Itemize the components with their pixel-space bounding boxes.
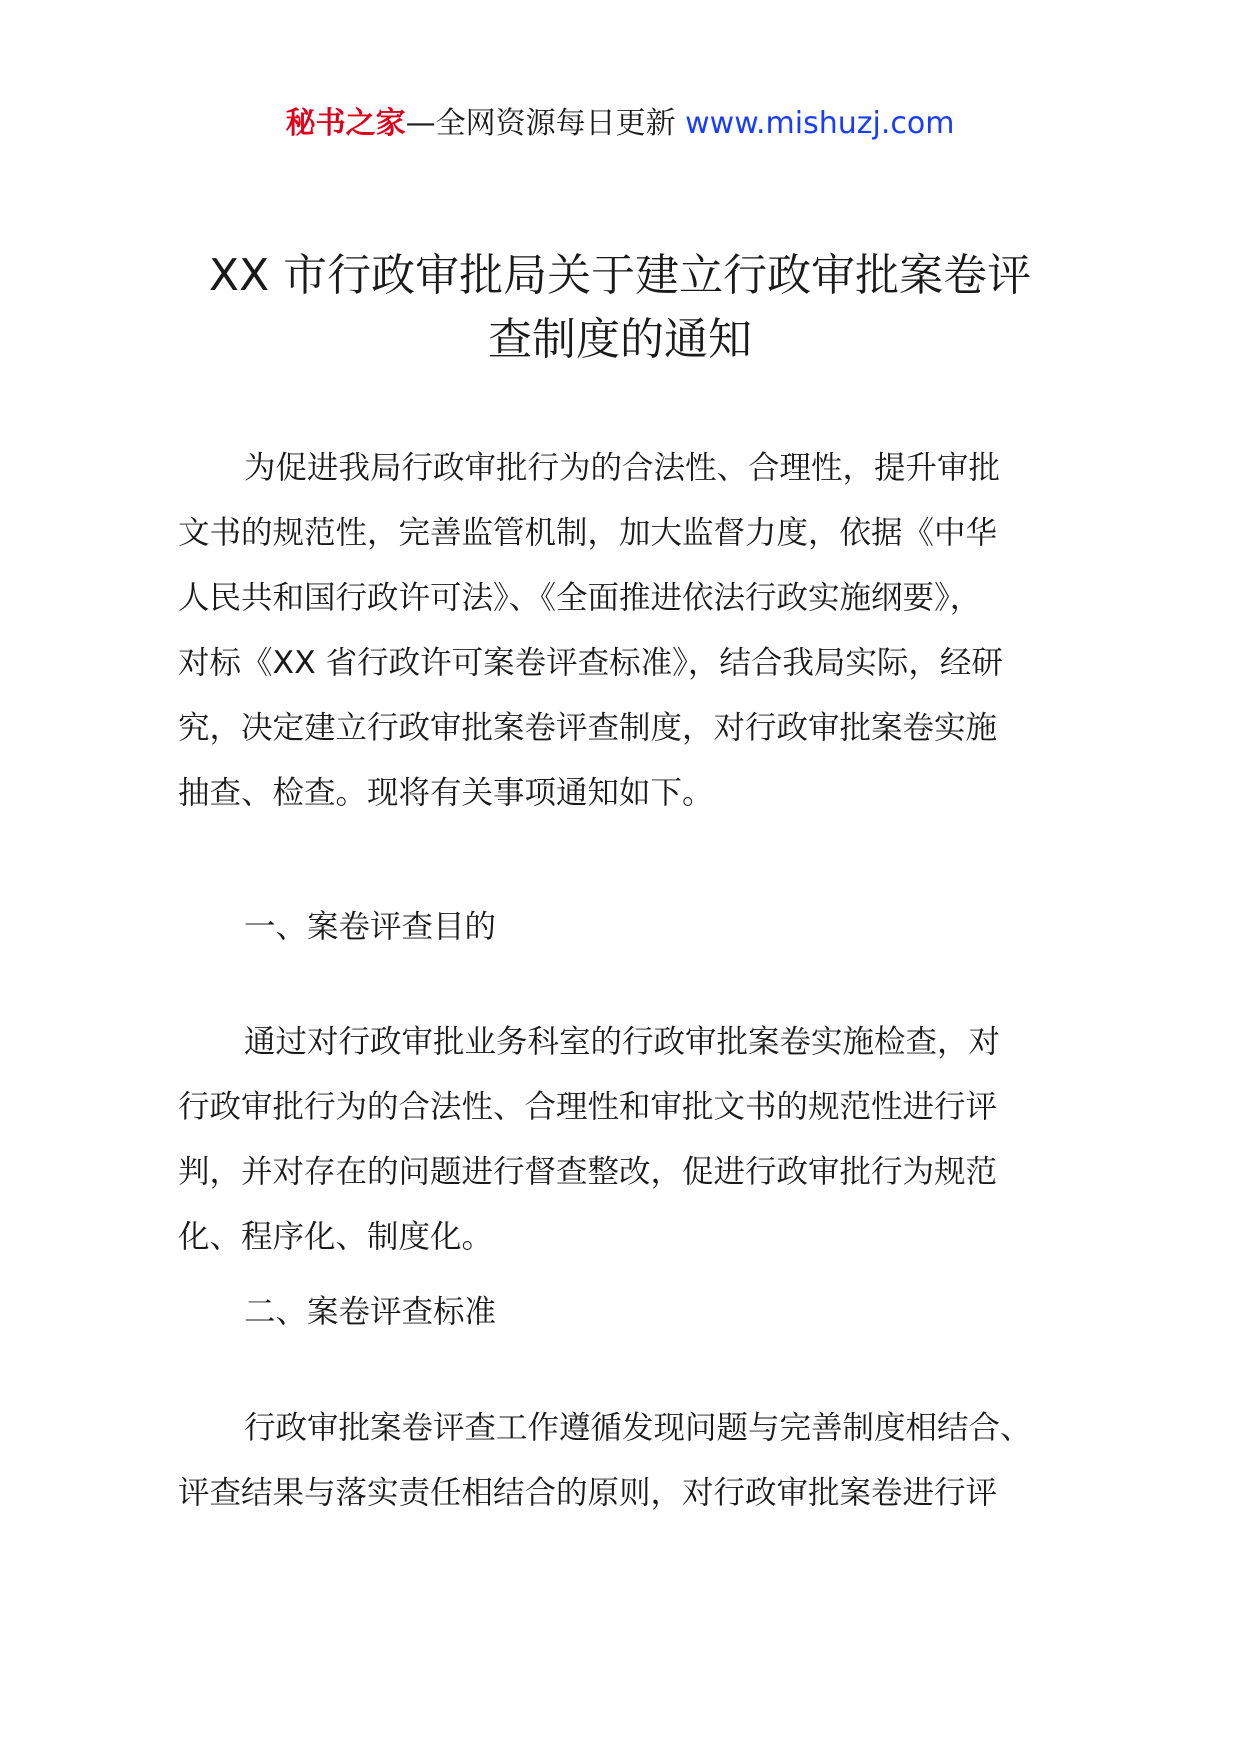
paragraph-line: 行政审批案卷评查工作遵循发现问题与完善制度相结合、 [244, 1410, 1032, 1446]
paragraph-line: 究，决定建立行政审批案卷评查制度，对行政审批案卷实施 [178, 710, 998, 746]
section-heading-2 [178, 1280, 1098, 1345]
document-title [150, 244, 1090, 372]
site-url-link[interactable]: www.mishuzj.com [685, 106, 955, 141]
paragraph-line: 抽查、检查。现将有关事项通知如下。 [178, 775, 714, 811]
paragraph-intro [178, 436, 1098, 826]
title-line-1: XX 市行政审批局关于建立行政审批案卷评 [208, 250, 1032, 301]
paragraph-line: 判，并对存在的问题进行督查整改，促进行政审批行为规范 [178, 1154, 998, 1190]
section-heading-1 [178, 895, 1098, 960]
section-heading-text: 二、案卷评查标准 [244, 1294, 497, 1330]
title-line-2: 查制度的通知 [488, 314, 752, 365]
paragraph-line: 对标《XX 省行政许可案卷评查标准》，结合我局实际，经研 [178, 645, 1003, 681]
site-tagline: —全网资源每日更新 [405, 106, 676, 141]
section-heading-text: 一、案卷评查目的 [244, 909, 497, 945]
site-brand: 秘书之家 [285, 106, 406, 141]
site-header [0, 104, 1240, 144]
paragraph-line: 为促进我局行政审批行为的合法性、合理性，提升审批 [244, 450, 1001, 486]
paragraph-line: 评查结果与落实责任相结合的原则，对行政审批案卷进行评 [178, 1475, 998, 1511]
paragraph-line: 通过对行政审批业务科室的行政审批案卷实施检查，对 [244, 1024, 1001, 1060]
paragraph-line: 行政审批行为的合法性、合理性和审批文书的规范性进行评 [178, 1089, 998, 1125]
paragraph-line: 人民共和国行政许可法》、《全面推进依法行政实施纲要》， [178, 580, 982, 616]
paragraph-line: 文书的规范性，完善监管机制，加大监督力度，依据《中华 [178, 515, 998, 551]
paragraph-line: 化、程序化、制度化。 [178, 1219, 494, 1255]
paragraph-purpose [178, 1010, 1098, 1270]
paragraph-standard [178, 1396, 1098, 1526]
